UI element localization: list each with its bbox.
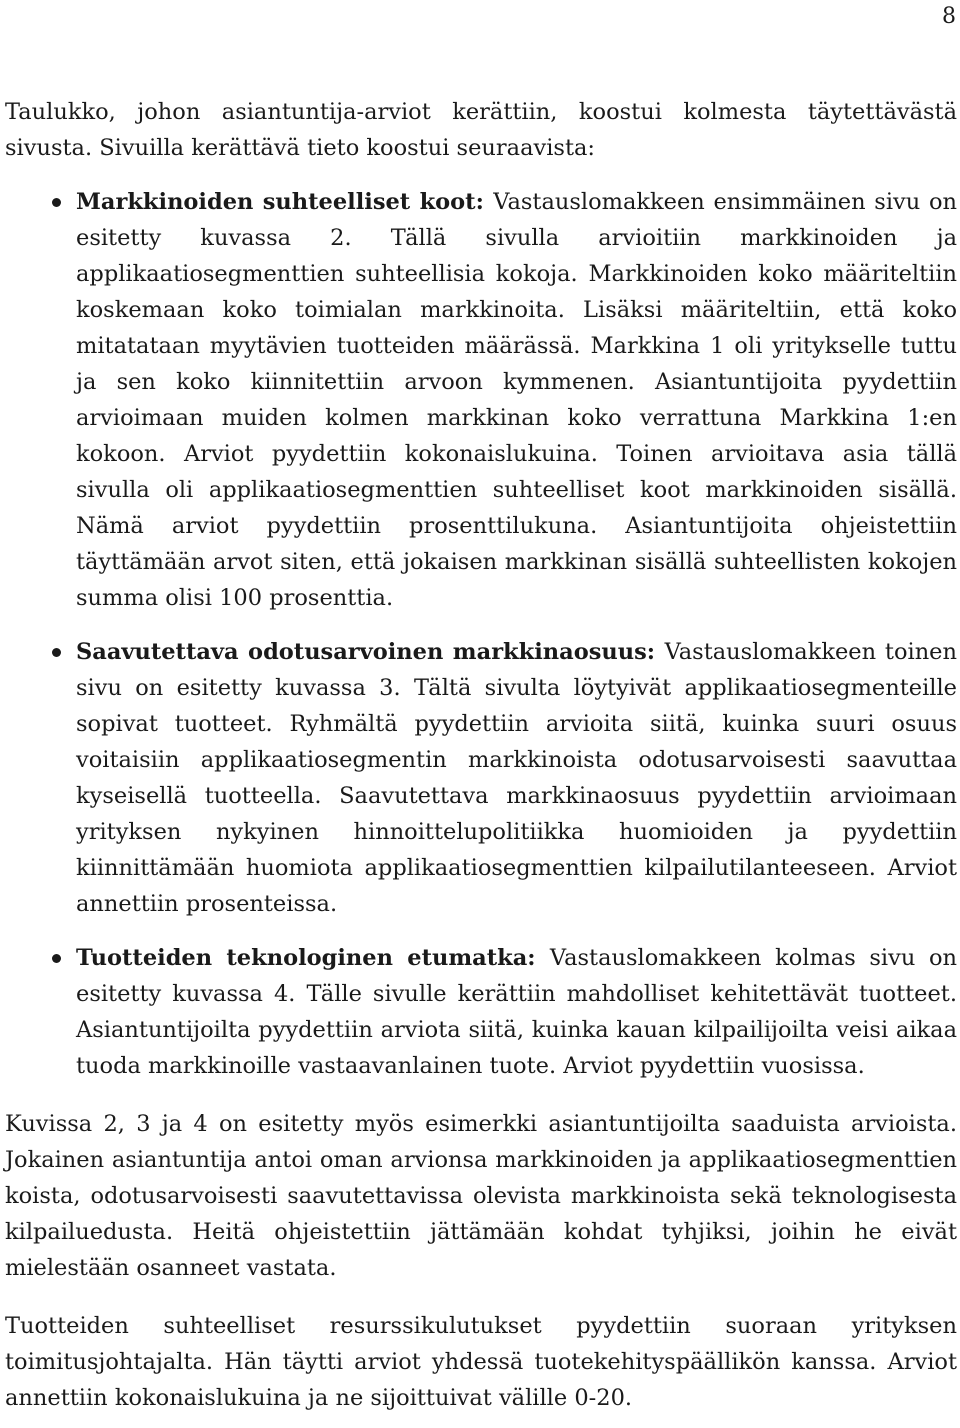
list-item bbox=[5, 634, 957, 922]
list-item-term: Markkinoiden suhteelliset koot: bbox=[76, 189, 494, 215]
intro-paragraph: Taulukko, johon asiantuntija-arviot kerättiin, koostui kolmesta täytettävästä sivusta. Sivuilla kerättävä tieto koostui seuraavista: bbox=[5, 99, 957, 161]
list-item bbox=[5, 940, 957, 1084]
list-item-text: Vastauslomakkeen ensimmäinen sivu on esitetty kuvassa 2. Tällä sivulla arvioitiin markkinoiden ja applikaatiosegmenttien suhteellisia kokoja. Markkinoiden koko määriteltiin koskemaan koko toimialan markkinoita. Lisäksi määriteltiin, että koko mitatataan myytävien tuotteiden määrässä. Markkina 1 oli yritykselle tuttu ja sen koko kiinnitettiin arvoon kymmenen. Asiantuntijoita pyydettiin arvioimaan muiden kolmen markkinan koko verrattuna Markkina 1:en kokoon. Arviot pyydettiin kokonaislukuina. Toinen arvioitava asia tällä sivulla oli applikaatiosegmenttien suhteelliset koot markkinoiden sisällä. Nämä arviot pyydettiin prosenttilukuna. Asiantuntijoita ohjeistettiin täyttämään arvot siten, että jokaisen markkinan sisällä suhteellisten kokojen summa olisi 100 prosenttia. bbox=[76, 189, 957, 611]
list-item-text: Vastauslomakkeen toinen sivu on esitetty kuvassa 3. Tältä sivulta löytyivät applikaatiosegmenteille sopivat tuotteet. Ryhmältä pyydettiin arvioita siitä, kuinka suuri osuus voitaisiin applikaatiosegmentin markkinoista odotusarvoisesti saavuttaa kyseisellä tuotteella. Saavutettava markkinaosuus pyydettiin arvioimaan yrityksen nykyinen hinnoittelupolitiikka huomioiden ja pyydettiin kiinnittämään huomiota applikaatiosegmenttien kilpailutilanteeseen. Arviot annettiin prosenteissa. bbox=[76, 639, 957, 917]
body-paragraph: Tuotteiden suhteelliset resurssikulutukset pyydettiin suoraan yrityksen toimitusjohtajalta. Hän täytti arviot yhdessä tuotekehityspäällikön kanssa. Arviot annettiin kokonaislukuina ja ne sijoittuivat välille 0-20. bbox=[5, 1313, 957, 1411]
page-number: 8 bbox=[942, 4, 956, 29]
bullet-icon bbox=[52, 954, 61, 963]
item-list bbox=[5, 184, 957, 1084]
list-item bbox=[5, 184, 957, 616]
body-paragraph: Kuvissa 2, 3 ja 4 on esitetty myös esimerkki asiantuntijoilta saaduista arvioista. Jokainen asiantuntija antoi oman arvionsa markkinoiden ja applikaatiosegmenttien koista, odotusarvoisesti saavutettavissa olevista markkinoista sekä teknologisesta kilpailuedusta. Heitä ohjeistettiin jättämään kohdat tyhjiksi, joihin he eivät mielestään osanneet vastata. bbox=[5, 1111, 957, 1281]
list-item-text: Vastauslomakkeen kolmas sivu on esitetty kuvassa 4. Tälle sivulle kerättiin mahdolliset kehitettävät tuotteet. Asiantuntijoilta pyydettiin arviota siitä, kuinka kauan kilpailijoilta veisi aikaa tuoda markkinoille vastaavanlainen tuote. Arviot pyydettiin vuosissa. bbox=[76, 945, 957, 1079]
bullet-icon bbox=[52, 198, 61, 207]
bullet-icon bbox=[52, 648, 61, 657]
page-body bbox=[5, 94, 957, 1416]
list-item-term: Tuotteiden teknologinen etumatka: bbox=[76, 945, 550, 971]
list-item-term: Saavutettava odotusarvoinen markkinaosuus: bbox=[76, 639, 665, 665]
